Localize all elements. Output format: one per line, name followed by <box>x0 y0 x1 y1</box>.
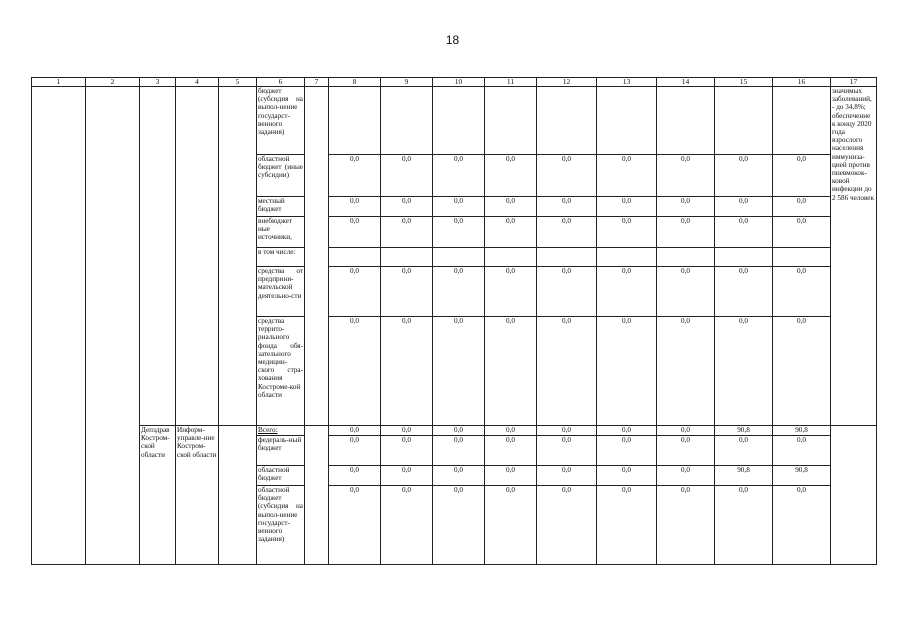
funding-source: внебюджет ные источники, <box>257 217 305 248</box>
value-cell: 0,0 <box>433 466 485 486</box>
value-cell: 0,0 <box>657 267 715 317</box>
value-cell: 0,0 <box>773 317 831 426</box>
value-cell: 0,0 <box>381 317 433 426</box>
value-cell: 0,0 <box>597 486 657 565</box>
value-cell: 0,0 <box>433 486 485 565</box>
value-cell: 0,0 <box>657 486 715 565</box>
value-cell: 0,0 <box>433 426 485 436</box>
funding-source: бюджет (субсидия на выпол-нение государст-венного задания) <box>257 87 305 155</box>
value-cell: 0,0 <box>329 436 381 466</box>
value-cell: 0,0 <box>597 436 657 466</box>
table-row <box>32 87 877 155</box>
value-cell: 0,0 <box>715 436 773 466</box>
value-cell: 0,0 <box>381 267 433 317</box>
funding-source: федераль-ный бюджет <box>257 436 305 466</box>
value-cell: 0,0 <box>381 197 433 217</box>
value-cell: 0,0 <box>773 217 831 248</box>
value-cell: 0,0 <box>715 155 773 197</box>
value-cell: 0,0 <box>485 486 537 565</box>
value-cell: 0,0 <box>657 436 715 466</box>
value-cell: 0,0 <box>597 317 657 426</box>
value-cell: 90,8 <box>715 466 773 486</box>
value-cell: 0,0 <box>329 317 381 426</box>
col-header: 3 <box>140 78 176 87</box>
value-cell: 0,0 <box>657 426 715 436</box>
value-cell: 0,0 <box>537 217 597 248</box>
cell-col17 <box>831 426 877 565</box>
value-cell: 0,0 <box>433 267 485 317</box>
value-cell: 0,0 <box>537 267 597 317</box>
value-cell: 0,0 <box>537 426 597 436</box>
value-cell: 0,0 <box>329 426 381 436</box>
value-cell: 0,0 <box>537 317 597 426</box>
value-cell: 0,0 <box>381 486 433 565</box>
cell-col3 <box>140 87 176 426</box>
col-header: 7 <box>305 78 329 87</box>
table-row <box>32 426 877 436</box>
col-header: 15 <box>715 78 773 87</box>
value-cell: 0,0 <box>381 436 433 466</box>
value-cell: 0,0 <box>657 197 715 217</box>
result-note: значимых заболеваний, - до 34,8%; обеспечение к концу 2020 года взрослого населения иммуниза-цией против пневмокок-ковой инфекции до 2 586 человек <box>831 87 877 426</box>
value-cell: 0,0 <box>329 155 381 197</box>
value-cell: 0,0 <box>433 155 485 197</box>
value-cell: 0,0 <box>485 466 537 486</box>
funding-source: областной бюджет (иные субсидии) <box>257 155 305 197</box>
value-cell: 0,0 <box>537 486 597 565</box>
value-cell: 0,0 <box>773 267 831 317</box>
col-header: 10 <box>433 78 485 87</box>
col-header: 17 <box>831 78 877 87</box>
funding-source: Всего: <box>257 426 305 436</box>
col-header: 1 <box>32 78 86 87</box>
value-cell: 0,0 <box>537 436 597 466</box>
cell-col4 <box>176 87 219 426</box>
header-row <box>32 78 877 87</box>
value-cell: 0,0 <box>773 486 831 565</box>
col-header: 2 <box>86 78 140 87</box>
value-cell: 0,0 <box>773 155 831 197</box>
value-cell: 90,8 <box>773 466 831 486</box>
value-cell: 0,0 <box>715 486 773 565</box>
value-cell: 0,0 <box>715 217 773 248</box>
value-cell: 0,0 <box>597 155 657 197</box>
col-header: 16 <box>773 78 831 87</box>
value-cell: 0,0 <box>381 466 433 486</box>
value-cell: 0,0 <box>485 436 537 466</box>
value-cell: 0,0 <box>329 486 381 565</box>
page-number: 18 <box>445 33 460 47</box>
value-cell: 0,0 <box>773 197 831 217</box>
value-cell: 0,0 <box>657 466 715 486</box>
col-header: 12 <box>537 78 597 87</box>
col-header: 13 <box>597 78 657 87</box>
value-cell: 90,8 <box>773 426 831 436</box>
value-cell: 0,0 <box>485 155 537 197</box>
value-cell: 0,0 <box>597 267 657 317</box>
cell-col7 <box>305 87 329 426</box>
value-cell: 0,0 <box>381 217 433 248</box>
value-cell: 0,0 <box>657 155 715 197</box>
budget-table <box>31 77 877 565</box>
value-cell: 0,0 <box>597 426 657 436</box>
value-cell: 0,0 <box>485 197 537 217</box>
value-cell: 0,0 <box>715 317 773 426</box>
value-cell: 0,0 <box>537 155 597 197</box>
value-cell: 0,0 <box>381 155 433 197</box>
cell-col1 <box>32 87 86 565</box>
funding-source: областной бюджет <box>257 466 305 486</box>
funding-source: средства от предприни-мательской деятельно-сти <box>257 267 305 317</box>
col-header: 4 <box>176 78 219 87</box>
col-header: 11 <box>485 78 537 87</box>
responsible-dept: Депздрав Костром-ской области <box>140 426 176 565</box>
funding-source: средства террито-риального фонда обя-зательного медицин-ского стра-хования Костроме-кой области <box>257 317 305 426</box>
value-cell: 0,0 <box>597 217 657 248</box>
value-cell: 0,0 <box>485 217 537 248</box>
value-cell: 0,0 <box>715 267 773 317</box>
funding-source: местный бюджет <box>257 197 305 217</box>
col-header: 5 <box>219 78 257 87</box>
value-cell: 0,0 <box>485 317 537 426</box>
value-cell: 0,0 <box>329 466 381 486</box>
value-cell: 0,0 <box>597 197 657 217</box>
funding-source: областной бюджет (субсидия на выпол-нение государст-венного задания) <box>257 486 305 565</box>
value-cell: 0,0 <box>657 317 715 426</box>
col-header: 8 <box>329 78 381 87</box>
value-cell: 0,0 <box>433 197 485 217</box>
col-header: 6 <box>257 78 305 87</box>
value-cell: 0,0 <box>433 436 485 466</box>
col-header: 9 <box>381 78 433 87</box>
value-cell: 0,0 <box>597 466 657 486</box>
cell-col5 <box>219 87 257 426</box>
co-executor: Информ-управле-ние Костром-ской области <box>176 426 219 565</box>
value-cell: 0,0 <box>537 466 597 486</box>
value-cell: 0,0 <box>433 217 485 248</box>
value-cell: 0,0 <box>715 197 773 217</box>
value-cell: 0,0 <box>657 217 715 248</box>
value-cell: 0,0 <box>381 426 433 436</box>
col-header: 14 <box>657 78 715 87</box>
value-cell: 0,0 <box>329 197 381 217</box>
funding-source: в том числе: <box>257 248 305 267</box>
cell-col5 <box>219 426 257 565</box>
value-cell: 0,0 <box>485 267 537 317</box>
cell-col7 <box>305 426 329 565</box>
value-cell: 0,0 <box>485 426 537 436</box>
value-cell: 0,0 <box>773 436 831 466</box>
value-cell: 0,0 <box>329 267 381 317</box>
cell-col2 <box>86 87 140 565</box>
value-cell: 90,8 <box>715 426 773 436</box>
value-cell: 0,0 <box>433 317 485 426</box>
value-cell: 0,0 <box>537 197 597 217</box>
value-cell: 0,0 <box>329 217 381 248</box>
